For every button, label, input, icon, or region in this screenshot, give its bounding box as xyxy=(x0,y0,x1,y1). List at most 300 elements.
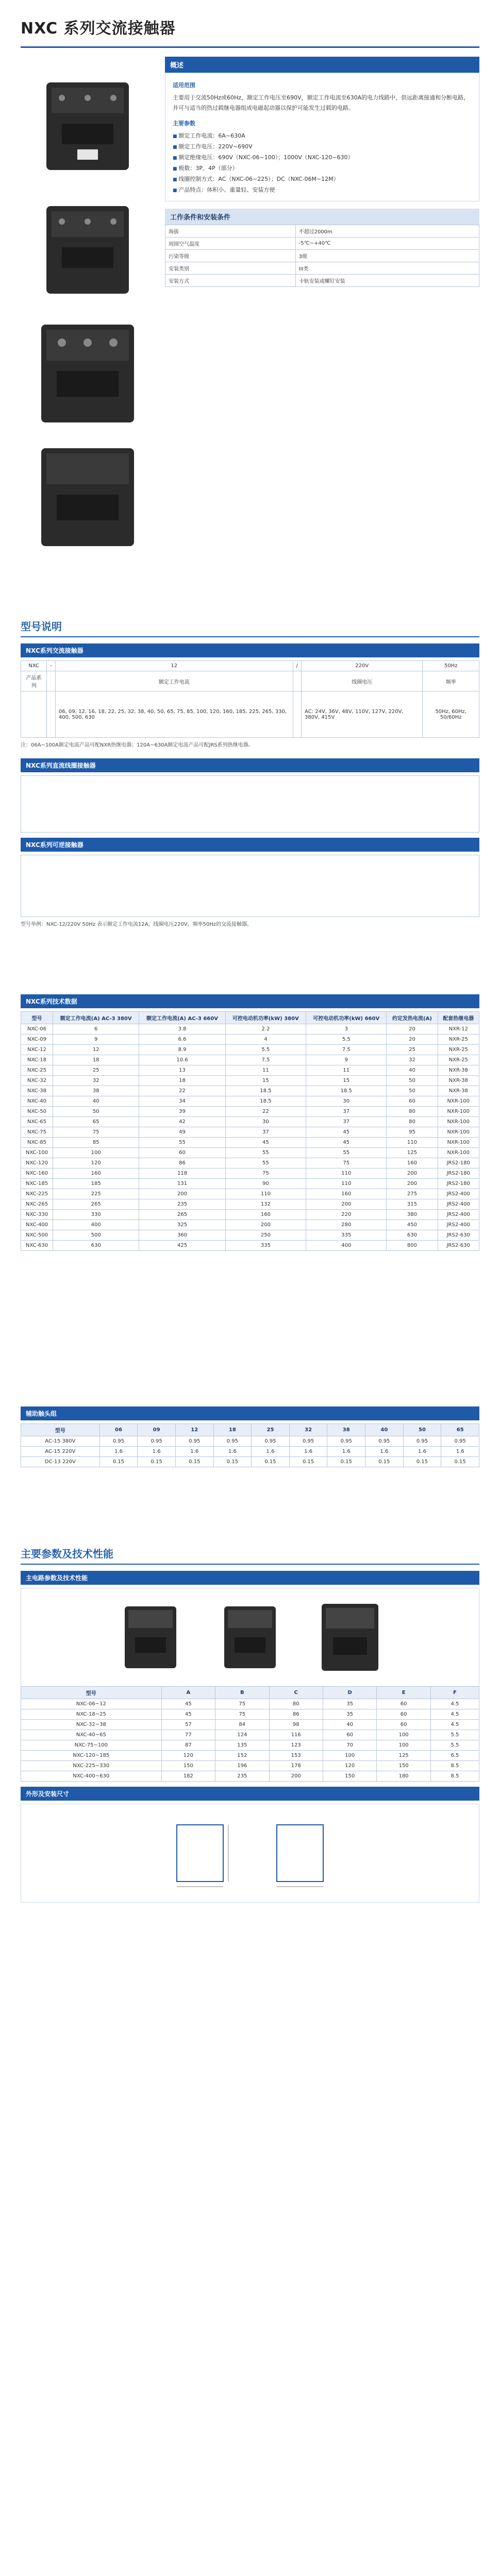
table-cell: 80 xyxy=(387,1107,438,1117)
table-header-cell: 40 xyxy=(365,1424,404,1436)
param-item: ■ 额定绝缘电压：690V（NXC-06~100）；1000V（NXC-120~630） xyxy=(173,152,472,163)
table-cell: 280 xyxy=(306,1220,387,1230)
table-cell: 6.6 xyxy=(139,1035,225,1045)
table-cell: 185 xyxy=(53,1179,139,1189)
table-cell: 60 xyxy=(377,1709,430,1720)
table-cell: 123 xyxy=(269,1740,323,1751)
table-cell: 75 xyxy=(306,1158,387,1168)
table-cell: 85 xyxy=(53,1138,139,1148)
overview-body xyxy=(165,73,479,201)
table-cell: 500 xyxy=(53,1230,139,1241)
table-cell: 180 xyxy=(377,1771,430,1782)
table-cell: 0.95 xyxy=(138,1436,176,1447)
table-cell: 325 xyxy=(139,1220,225,1230)
table-cell: 8.9 xyxy=(139,1045,225,1055)
table-row: 海拔 不超过2000m xyxy=(165,225,479,238)
contactor-image xyxy=(211,1599,289,1676)
table-cell: 1.6 xyxy=(175,1447,213,1457)
table-cell: 7.5 xyxy=(225,1055,306,1065)
table-cell: 150 xyxy=(323,1771,376,1782)
table-cell: NXC-65 xyxy=(21,1117,53,1127)
table-row xyxy=(21,1158,479,1168)
table-cell: 5.5 xyxy=(306,1035,387,1045)
table-cell: 57 xyxy=(161,1720,215,1730)
table-cell: 0.15 xyxy=(175,1457,213,1467)
table-cell: DC-13 220V xyxy=(21,1457,100,1467)
table-cell: 160 xyxy=(306,1189,387,1199)
accessory-table-body xyxy=(21,1436,479,1467)
table-cell: 45 xyxy=(225,1138,306,1148)
table-header-row xyxy=(21,1424,479,1436)
table-cell: NXC-38 xyxy=(21,1086,53,1096)
table-cell: 225 xyxy=(53,1189,139,1199)
table-cell: 135 xyxy=(215,1740,269,1751)
table-cell: 132 xyxy=(225,1199,306,1210)
table-cell: 0.15 xyxy=(441,1457,479,1467)
table-row: 污染等级 3级 xyxy=(165,250,479,262)
table-cell: AC-15 380V xyxy=(21,1436,100,1447)
table-cell: 25 xyxy=(387,1045,438,1055)
table-cell: 50 xyxy=(53,1107,139,1117)
model-section xyxy=(21,618,479,933)
table-cell: JRS2-180 xyxy=(438,1168,479,1179)
dim-table xyxy=(21,1686,479,1782)
table-cell: 4 xyxy=(225,1035,306,1045)
table-cell: 80 xyxy=(387,1117,438,1127)
table-cell: 0.15 xyxy=(365,1457,404,1467)
scope-title: 适用范围 xyxy=(173,82,195,89)
table-cell: 250 xyxy=(225,1230,306,1241)
scope-text: 主要用于交流50Hz或60Hz，额定工作电压至690V，额定工作电流至630A的电力线路中，供远距离接通和分断电路，并可与适当的热过载继电器组成电磁起动器以保护可能发生过载的电路。 xyxy=(173,94,470,111)
table-cell: 200 xyxy=(306,1199,387,1210)
table-cell: 400 xyxy=(53,1220,139,1230)
table-cell: 75 xyxy=(225,1168,306,1179)
table-cell: NXC-25 xyxy=(21,1065,53,1076)
param-item: ■ 极数：3P、4P（部分） xyxy=(173,163,472,174)
table-cell: 265 xyxy=(139,1210,225,1220)
table-row: 06, 09, 12, 16, 18, 22, 25, 32, 38, 40, 50, 65, 75, 85, 100, 120, 160, 185, 225, 265, 330, 400, 500, 630 AC: 24V, 36V, 48V, 110V, 127V, 220V, 380V, 415V 50Hz, 60Hz, 50/60Hz xyxy=(21,691,479,738)
table-cell: 5.5 xyxy=(430,1730,479,1740)
table-cell: 32 xyxy=(387,1055,438,1065)
table-cell: 110 xyxy=(387,1138,438,1148)
table-cell: 15 xyxy=(225,1076,306,1086)
model-note-2: 型号举例：NXC-12/220V 50Hz 表示额定工作电流12A，线圈电压220V，频率50Hz的交流接触器。 xyxy=(21,922,253,927)
table-cell: NXC-500 xyxy=(21,1230,53,1241)
table-cell: 18.5 xyxy=(306,1086,387,1096)
table-cell: 13 xyxy=(139,1065,225,1076)
table-cell: 200 xyxy=(387,1168,438,1179)
tech-title: NXC系列技术数据 xyxy=(21,994,479,1008)
table-cell: 275 xyxy=(387,1189,438,1199)
model-sub1: NXC系列交流接触器 xyxy=(21,643,479,657)
table-row xyxy=(21,1457,479,1467)
table-cell: NXC-120 xyxy=(21,1158,53,1168)
table-header-row: 型号 额定工作电流(A) AC-3 380V 额定工作电流(A) AC-3 660V 可控电动机功率(kW) 380V 可控电动机功率(kW) 660V 约定发热电流(A) 配套热继电器 xyxy=(21,1012,479,1024)
table-cell: 110 xyxy=(225,1189,306,1199)
table-row xyxy=(21,1447,479,1457)
table-cell: 1.6 xyxy=(441,1447,479,1457)
table-cell: 1.6 xyxy=(365,1447,404,1457)
table-cell: 38 xyxy=(53,1086,139,1096)
table-row xyxy=(21,1107,479,1117)
table-cell: 178 xyxy=(269,1761,323,1771)
table-cell: 0.95 xyxy=(175,1436,213,1447)
table-cell: JRS2-630 xyxy=(438,1241,479,1251)
table-cell: NXC-40 xyxy=(21,1096,53,1107)
table-cell: 60 xyxy=(377,1720,430,1730)
table-cell: 3 xyxy=(306,1024,387,1035)
table-cell: 0.15 xyxy=(213,1457,252,1467)
table-cell: 32 xyxy=(53,1076,139,1086)
table-row: NXC - 12 / 220V 50Hz xyxy=(21,661,479,671)
dim-table-body xyxy=(21,1699,479,1782)
table-cell: 450 xyxy=(387,1220,438,1230)
table-cell: 1.6 xyxy=(252,1447,290,1457)
contactor-image-3 xyxy=(26,314,149,428)
table-cell: 120 xyxy=(53,1158,139,1168)
table-cell: 60 xyxy=(139,1148,225,1158)
table-cell: 75 xyxy=(215,1709,269,1720)
table-cell: NXC-75 xyxy=(21,1127,53,1138)
table-cell: 0.95 xyxy=(289,1436,327,1447)
table-cell: 100 xyxy=(53,1148,139,1158)
table-cell: 18.5 xyxy=(225,1086,306,1096)
table-cell: 84 xyxy=(215,1720,269,1730)
table-cell: 110 xyxy=(306,1179,387,1189)
table-cell: 6 xyxy=(53,1024,139,1035)
table-header-cell: 65 xyxy=(441,1424,479,1436)
table-cell: 18 xyxy=(139,1076,225,1086)
table-cell: 11 xyxy=(225,1065,306,1076)
table-cell: 160 xyxy=(225,1210,306,1220)
table-cell: JRS2-400 xyxy=(438,1210,479,1220)
table-cell: 90 xyxy=(225,1179,306,1189)
table-cell: 30 xyxy=(306,1096,387,1107)
table-cell: 0.95 xyxy=(213,1436,252,1447)
table-header-cell: 型号 xyxy=(21,1424,100,1436)
table-cell: NXR-100 xyxy=(438,1107,479,1117)
table-header-cell: 06 xyxy=(99,1424,138,1436)
contactor-image xyxy=(112,1599,189,1676)
table-cell: 20 xyxy=(387,1035,438,1045)
table-cell: NXC-32 xyxy=(21,1076,53,1086)
table-cell: 182 xyxy=(161,1771,215,1782)
table-cell: 40 xyxy=(323,1720,376,1730)
table-cell: 0.95 xyxy=(441,1436,479,1447)
table-cell: 34 xyxy=(139,1096,225,1107)
contactor-image-2 xyxy=(26,191,149,304)
table-cell: 75 xyxy=(215,1699,269,1709)
table-cell: 70 xyxy=(323,1740,376,1751)
accessory-section xyxy=(21,1401,479,1467)
table-cell: 37 xyxy=(225,1127,306,1138)
overview-header: 概述 xyxy=(165,57,479,73)
page-title: NXC 系列交流接触器 xyxy=(21,20,176,38)
table-cell: 77 xyxy=(161,1730,215,1740)
table-row xyxy=(21,1241,479,1251)
param-item: ■ 线圈控制方式：AC（NXC-06~225）；DC（NXC-06M~12M） xyxy=(173,174,472,185)
model-table-3 xyxy=(21,855,479,917)
table-cell: 1.6 xyxy=(327,1447,365,1457)
table-row xyxy=(21,1699,479,1709)
table-cell: NXR-100 xyxy=(438,1096,479,1107)
table-header-cell: B xyxy=(215,1687,269,1699)
table-cell: NXC-18 xyxy=(21,1055,53,1065)
model-sub2: NXC系列直流线圈接触器 xyxy=(21,758,479,772)
table-cell: 425 xyxy=(139,1241,225,1251)
product-photo-row xyxy=(21,1588,479,1686)
table-row xyxy=(21,1199,479,1210)
table-cell: 80 xyxy=(269,1699,323,1709)
table-cell: 18.5 xyxy=(225,1096,306,1107)
table-row: 安装类别 III类 xyxy=(165,262,479,275)
table-cell: 160 xyxy=(387,1158,438,1168)
table-cell: NXR-25 xyxy=(438,1035,479,1045)
table-cell: 50 xyxy=(387,1086,438,1096)
table-row xyxy=(21,1065,479,1076)
dimension-drawing xyxy=(261,1815,339,1892)
table-cell: 60 xyxy=(377,1699,430,1709)
table-cell: 95 xyxy=(387,1127,438,1138)
accessory-table xyxy=(21,1423,479,1467)
table-cell: 45 xyxy=(306,1127,387,1138)
dim-sub1: 主电路参数及技术性能 xyxy=(21,1571,479,1585)
table-row xyxy=(21,1138,479,1148)
table-cell: 45 xyxy=(306,1138,387,1148)
table-row xyxy=(21,1127,479,1138)
table-row xyxy=(21,1179,479,1189)
table-row xyxy=(21,1730,479,1740)
table-cell: 86 xyxy=(269,1709,323,1720)
table-cell: 630 xyxy=(387,1230,438,1241)
table-header-cell: D xyxy=(323,1687,376,1699)
dim-section xyxy=(21,1546,479,1903)
table-header-cell: 18 xyxy=(213,1424,252,1436)
table-cell: 42 xyxy=(139,1117,225,1127)
table-row xyxy=(21,1148,479,1158)
table-cell: 7.5 xyxy=(306,1045,387,1055)
conditions-header: 工作条件和安装条件 xyxy=(165,209,479,225)
overview-section xyxy=(165,57,479,287)
table-cell: 0.95 xyxy=(403,1436,441,1447)
table-row xyxy=(21,1740,479,1751)
table-row xyxy=(21,1117,479,1127)
table-cell: 11 xyxy=(306,1065,387,1076)
table-cell: 65 xyxy=(53,1117,139,1127)
table-cell: 118 xyxy=(139,1168,225,1179)
table-cell: 40 xyxy=(53,1096,139,1107)
table-row xyxy=(21,1024,479,1035)
table-cell: 4.5 xyxy=(430,1699,479,1709)
table-cell: NXC-75~100 xyxy=(21,1740,162,1751)
table-cell: 10.6 xyxy=(139,1055,225,1065)
table-cell: 5.5 xyxy=(430,1740,479,1751)
table-cell: 6.5 xyxy=(430,1751,479,1761)
table-cell: JRS2-400 xyxy=(438,1189,479,1199)
table-header-row xyxy=(21,1687,479,1699)
table-cell: NXC-400~630 xyxy=(21,1771,162,1782)
table-cell: 40 xyxy=(387,1065,438,1076)
table-row xyxy=(21,1045,479,1055)
table-cell: NXR-38 xyxy=(438,1076,479,1086)
table-cell: 630 xyxy=(53,1241,139,1251)
table-cell: 235 xyxy=(139,1199,225,1210)
table-header-cell: 32 xyxy=(289,1424,327,1436)
table-cell: 60 xyxy=(387,1096,438,1107)
table-cell: NXC-265 xyxy=(21,1199,53,1210)
table-cell: 125 xyxy=(387,1148,438,1158)
model-table-2 xyxy=(21,775,479,833)
conditions-table xyxy=(165,225,479,287)
table-cell: 87 xyxy=(161,1740,215,1751)
table-cell: 4.5 xyxy=(430,1720,479,1730)
table-cell: 315 xyxy=(387,1199,438,1210)
table-cell: 1.6 xyxy=(99,1447,138,1457)
table-row xyxy=(21,1751,479,1761)
table-cell: NXC-630 xyxy=(21,1241,53,1251)
table-cell: 0.15 xyxy=(403,1457,441,1467)
table-cell: 37 xyxy=(306,1107,387,1117)
table-cell: 116 xyxy=(269,1730,323,1740)
table-cell: 1.6 xyxy=(138,1447,176,1457)
table-row xyxy=(21,1220,479,1230)
accessory-title: 辅助触头组 xyxy=(21,1406,479,1420)
table-cell: 0.95 xyxy=(252,1436,290,1447)
table-cell: NXC-185 xyxy=(21,1179,53,1189)
table-cell: 0.15 xyxy=(252,1457,290,1467)
table-cell: 50 xyxy=(387,1076,438,1086)
table-cell: 380 xyxy=(387,1210,438,1220)
table-cell: NXR-100 xyxy=(438,1148,479,1158)
table-cell: 5.5 xyxy=(225,1045,306,1055)
table-cell: NXR-100 xyxy=(438,1117,479,1127)
table-row xyxy=(21,1168,479,1179)
table-header-cell: 38 xyxy=(327,1424,365,1436)
table-row xyxy=(21,1709,479,1720)
table-row xyxy=(21,1076,479,1086)
table-cell: 100 xyxy=(377,1740,430,1751)
table-cell: 45 xyxy=(161,1709,215,1720)
table-cell: 37 xyxy=(306,1117,387,1127)
table-cell: 39 xyxy=(139,1107,225,1117)
table-cell: NXC-400 xyxy=(21,1220,53,1230)
table-header-cell: A xyxy=(161,1687,215,1699)
dim-title: 主要参数及技术性能 xyxy=(21,1546,479,1565)
table-cell: 35 xyxy=(323,1699,376,1709)
table-cell: 220 xyxy=(306,1210,387,1220)
table-cell: 0.15 xyxy=(99,1457,138,1467)
table-cell: JRS2-630 xyxy=(438,1230,479,1241)
table-cell: NXR-25 xyxy=(438,1055,479,1065)
table-cell: 196 xyxy=(215,1761,269,1771)
table-cell: NXR-25 xyxy=(438,1045,479,1055)
table-cell: 235 xyxy=(215,1771,269,1782)
table-cell: 400 xyxy=(306,1241,387,1251)
table-cell: NXC-06~12 xyxy=(21,1699,162,1709)
table-cell: 8.5 xyxy=(430,1771,479,1782)
table-cell: 0.95 xyxy=(365,1436,404,1447)
tech-table xyxy=(21,1011,479,1251)
table-cell: NXR-38 xyxy=(438,1065,479,1076)
table-row xyxy=(21,1086,479,1096)
table-row xyxy=(21,1210,479,1220)
table-row xyxy=(21,1096,479,1107)
table-cell: 150 xyxy=(161,1761,215,1771)
table-cell: NXC-12 xyxy=(21,1045,53,1055)
table-header-cell: 25 xyxy=(252,1424,290,1436)
table-cell: 45 xyxy=(161,1699,215,1709)
table-cell: 22 xyxy=(139,1086,225,1096)
table-cell: NXC-18~25 xyxy=(21,1709,162,1720)
table-cell: 335 xyxy=(225,1241,306,1251)
table-cell: NXC-330 xyxy=(21,1210,53,1220)
title-rule xyxy=(21,46,479,48)
table-cell: 20 xyxy=(387,1024,438,1035)
table-cell: JRS2-400 xyxy=(438,1220,479,1230)
table-cell: 4.5 xyxy=(430,1709,479,1720)
table-cell: 800 xyxy=(387,1241,438,1251)
dimension-drawing-row xyxy=(21,1804,479,1903)
table-cell: 98 xyxy=(269,1720,323,1730)
table-cell: 9 xyxy=(53,1035,139,1045)
table-cell: 150 xyxy=(377,1761,430,1771)
table-cell: 0.95 xyxy=(327,1436,365,1447)
table-cell: 124 xyxy=(215,1730,269,1740)
tech-table-body xyxy=(21,1024,479,1251)
table-cell: 12 xyxy=(53,1045,139,1055)
table-cell: 0.95 xyxy=(99,1436,138,1447)
table-cell: 1.6 xyxy=(403,1447,441,1457)
table-header-cell: 型号 xyxy=(21,1687,162,1699)
table-cell: NXC-85 xyxy=(21,1138,53,1148)
table-cell: 22 xyxy=(225,1107,306,1117)
table-cell: JRS2-180 xyxy=(438,1179,479,1189)
table-cell: JRS2-400 xyxy=(438,1199,479,1210)
table-cell: 153 xyxy=(269,1751,323,1761)
table-cell: 120 xyxy=(323,1761,376,1771)
table-cell: 120 xyxy=(161,1751,215,1761)
table-cell: 200 xyxy=(269,1771,323,1782)
table-cell: 18 xyxy=(53,1055,139,1065)
dimension-drawing xyxy=(161,1815,239,1892)
table-cell: NXC-32~38 xyxy=(21,1720,162,1730)
table-cell: 0.15 xyxy=(138,1457,176,1467)
table-cell: NXC-120~185 xyxy=(21,1751,162,1761)
table-cell: 15 xyxy=(306,1076,387,1086)
table-cell: 152 xyxy=(215,1751,269,1761)
table-cell: 125 xyxy=(377,1751,430,1761)
table-cell: NXC-06 xyxy=(21,1024,53,1035)
table-cell: 86 xyxy=(139,1158,225,1168)
model-note-1: 注：06A~100A额定电流产品可配NXR热继电器；120A~630A额定电流产品可配JRS系列热继电器。 xyxy=(21,742,254,748)
table-cell: 100 xyxy=(323,1751,376,1761)
table-row: 周围空气温度 -5℃~+40℃ xyxy=(165,238,479,250)
table-row: 产品系列 额定工作电流 线圈电压 频率 xyxy=(21,671,479,691)
table-cell: NXR-12 xyxy=(438,1024,479,1035)
table-cell: NXC-100 xyxy=(21,1148,53,1158)
table-row xyxy=(21,1436,479,1447)
model-title: 型号说明 xyxy=(21,618,479,637)
table-cell: NXC-225~330 xyxy=(21,1761,162,1771)
table-cell: NXC-225 xyxy=(21,1189,53,1199)
table-cell: 55 xyxy=(306,1148,387,1158)
table-header-cell: E xyxy=(377,1687,430,1699)
model-table-1 xyxy=(21,660,479,738)
product-photo-column xyxy=(21,57,155,592)
table-row: 安装方式 卡轨安装或螺钉安装 xyxy=(165,275,479,287)
table-header-cell: 50 xyxy=(403,1424,441,1436)
table-cell: 3.8 xyxy=(139,1024,225,1035)
